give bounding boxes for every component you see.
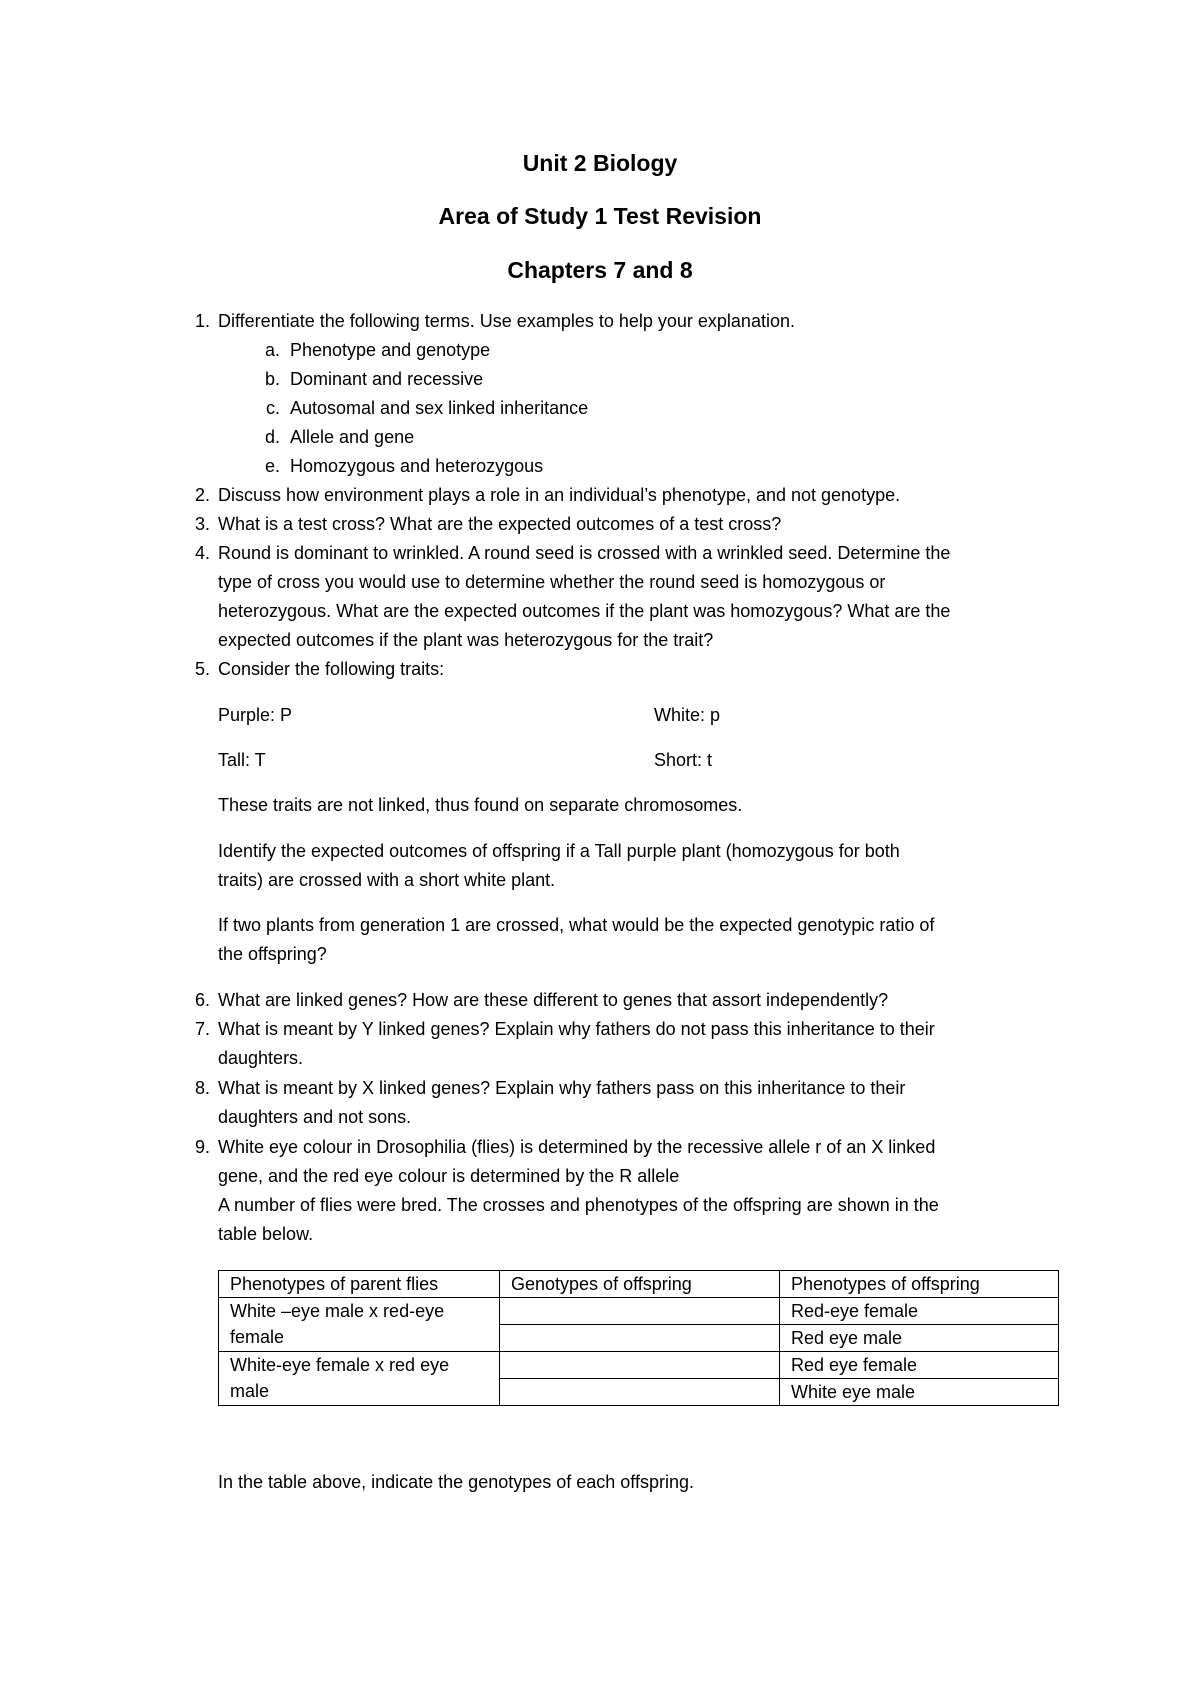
question-line: table below. — [218, 1224, 314, 1244]
document-chapters: Chapters 7 and 8 — [507, 257, 693, 283]
question-5-paragraph-1 — [218, 837, 1068, 895]
question-5-paragraph-2 — [218, 911, 1068, 969]
parent-cross-1: White –eye male x red-eye female — [219, 1298, 500, 1352]
question-text: What are linked genes? How are these different to genes that assort independently? — [218, 990, 889, 1010]
item-label: d. — [264, 427, 280, 447]
question-line: gene, and the red eye colour is determined by the R allele — [218, 1166, 680, 1186]
table-header-row — [219, 1271, 1059, 1298]
genotype-table — [218, 1270, 1059, 1406]
trait-white: White: p — [654, 705, 721, 725]
trait-tall: Tall: T — [218, 750, 266, 770]
question-line: daughters. — [218, 1048, 304, 1068]
item-label: b. — [264, 369, 280, 389]
header-parent-phenotypes: Phenotypes of parent flies — [219, 1271, 500, 1298]
question-2 — [194, 481, 1068, 510]
trait-short: Short: t — [654, 750, 713, 770]
genotype-answer-cell[interactable] — [500, 1379, 780, 1406]
question-7 — [194, 1015, 1068, 1073]
question-1 — [194, 307, 1068, 336]
document-title: Unit 2 Biology — [522, 150, 678, 176]
item-text: Phenotype and genotype — [290, 340, 491, 360]
question-1-item-d — [264, 423, 415, 452]
offspring-phenotype: Red eye female — [780, 1352, 1059, 1379]
question-number: 7. — [194, 1019, 210, 1039]
question-5 — [194, 655, 1068, 684]
header-offspring-genotypes: Genotypes of offspring — [500, 1271, 780, 1298]
question-number: 2. — [194, 485, 210, 505]
question-number: 3. — [194, 514, 210, 534]
traits-note: These traits are not linked, thus found on separate chromosomes. — [218, 795, 743, 815]
question-line: heterozygous. What are the expected outcomes if the plant was homozygous? What are the — [218, 601, 951, 621]
header-offspring-phenotypes: Phenotypes of offspring — [780, 1271, 1059, 1298]
question-text: What is a test cross? What are the expected outcomes of a test cross? — [218, 514, 782, 534]
question-number: 5. — [194, 659, 210, 679]
item-label: e. — [264, 456, 280, 476]
question-number: 6. — [194, 990, 210, 1010]
question-line: What is meant by Y linked genes? Explain why fathers do not pass this inheritance to their — [218, 1019, 935, 1039]
trait-row-height — [218, 746, 1068, 775]
genotype-answer-cell[interactable] — [500, 1352, 780, 1379]
genotype-answer-cell[interactable] — [500, 1325, 780, 1352]
paragraph-line: If two plants from generation 1 are crossed, what would be the expected genotypic ratio of — [218, 915, 935, 935]
paragraph-line: the offspring? — [218, 944, 327, 964]
question-1-item-a — [264, 336, 491, 365]
offspring-phenotype: Red-eye female — [780, 1298, 1059, 1325]
question-number: 1. — [194, 311, 210, 331]
table-row — [219, 1298, 1059, 1325]
paragraph-line: traits) are crossed with a short white plant. — [218, 870, 556, 890]
question-line: A number of flies were bred. The crosses and phenotypes of the offspring are shown in the — [218, 1195, 939, 1215]
question-6 — [194, 986, 1068, 1015]
item-text: Homozygous and heterozygous — [290, 456, 544, 476]
paragraph-line: Identify the expected outcomes of offspring if a Tall purple plant (homozygous for both — [218, 841, 900, 861]
question-1-item-e — [264, 452, 544, 481]
table-instruction: In the table above, indicate the genotypes of each offspring. — [218, 1472, 695, 1492]
offspring-phenotype: White eye male — [780, 1379, 1059, 1406]
question-line: What is meant by X linked genes? Explain why fathers pass on this inheritance to their — [218, 1078, 906, 1098]
question-text: Discuss how environment plays a role in an individual’s phenotype, and not genotype. — [218, 485, 901, 505]
question-line: expected outcomes if the plant was heterozygous for the trait? — [218, 630, 714, 650]
question-text: Consider the following traits: — [218, 659, 445, 679]
question-3 — [194, 510, 1068, 539]
question-8 — [194, 1074, 1068, 1132]
parent-cross-2: White-eye female x red eye male — [219, 1352, 500, 1406]
question-4 — [194, 539, 1068, 655]
question-line: Round is dominant to wrinkled. A round seed is crossed with a wrinkled seed. Determine the — [218, 543, 951, 563]
table-row — [219, 1352, 1059, 1379]
question-line: type of cross you would use to determine whether the round seed is homozygous or — [218, 572, 886, 592]
question-line: White eye colour in Drosophilia (flies) is determined by the recessive allele r of an X linked — [218, 1137, 936, 1157]
question-1-item-b — [264, 365, 484, 394]
question-1-item-c — [265, 394, 589, 423]
question-9 — [194, 1133, 1068, 1249]
question-number: 9. — [194, 1137, 210, 1157]
trait-row-color — [218, 701, 1068, 730]
trait-purple: Purple: P — [218, 705, 293, 725]
question-line: daughters and not sons. — [218, 1107, 412, 1127]
question-number: 4. — [194, 543, 210, 563]
genotype-answer-cell[interactable] — [500, 1298, 780, 1325]
document-subtitle: Area of Study 1 Test Revision — [438, 203, 762, 229]
question-number: 8. — [194, 1078, 210, 1098]
item-label: a. — [264, 340, 280, 360]
item-text: Allele and gene — [290, 427, 415, 447]
item-text: Autosomal and sex linked inheritance — [290, 398, 589, 418]
item-text: Dominant and recessive — [290, 369, 484, 389]
item-label: c. — [265, 398, 280, 418]
question-text: Differentiate the following terms. Use examples to help your explanation. — [218, 311, 795, 331]
offspring-phenotype: Red eye male — [780, 1325, 1059, 1352]
